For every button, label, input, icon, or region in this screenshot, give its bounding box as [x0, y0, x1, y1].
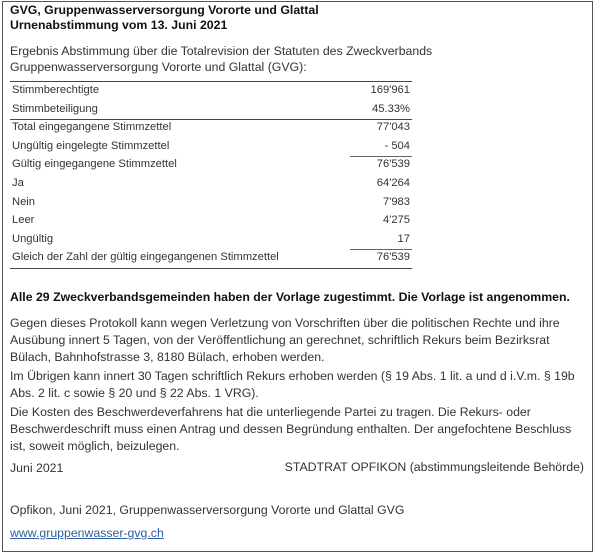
row-value: 17 — [397, 232, 410, 245]
table-row — [10, 81, 412, 100]
table-row — [10, 155, 412, 174]
result-statement: Alle 29 Zweckverbandsgemeinden haben der Vorlage zugestimmt. Die Vorlage ist angenommen. — [10, 290, 570, 304]
row-value: 77'043 — [376, 121, 410, 134]
costs-paragraph: Die Kosten des Beschwerdeverfahrens hat die unterliegende Partei zu tragen. Die Rekurs- oder Beschwerdeschrift muss einen Antrag und dessen Begründung enthalten. Der angefochtene Beschluss ist, soweit möglich, beizulegen. — [10, 405, 572, 453]
row-value: 76'539 — [376, 158, 410, 171]
table-row — [10, 230, 412, 249]
row-value: 45.33% — [372, 102, 410, 115]
row-label: Stimmberechtigte — [12, 84, 100, 96]
row-value: 4'275 — [382, 214, 410, 227]
row-value: - 504 — [384, 139, 410, 152]
row-value: 7'983 — [382, 195, 410, 208]
document-subtitle: Urnenabstimmung vom 13. Juni 2021 — [10, 18, 228, 32]
table-row — [10, 193, 412, 212]
row-label: Leer — [12, 214, 35, 227]
table-bottom-rule — [10, 268, 412, 269]
signature-authority: STADTRAT OPFIKON (abstimmungsleitende Behörde) — [284, 460, 584, 474]
row-label: Gleich der Zahl der gültig eingegangenen Stimmzettel — [12, 251, 279, 264]
row-label: Ungültig — [12, 232, 54, 245]
results-table — [10, 81, 412, 267]
signature-date: Juni 2021 — [10, 461, 64, 475]
appeal-paragraph-2: Im Übrigen kann innert 30 Tagen schriftlich Rekurs erhoben werden (§ 19 Abs. 1 lit. a und d i.V.m. § 19b Abs. 2 lit. c sowie § 20 und § 22 Abs. 1 VRG). — [10, 369, 575, 400]
footer-text: Opfikon, Juni 2021, Gruppenwasserversorgung Vororte und Glattal GVG — [10, 503, 405, 517]
document-title: GVG, Gruppenwasserversorgung Vororte und Glattal — [10, 3, 319, 17]
row-value: 64'264 — [376, 176, 410, 189]
row-value: 169'961 — [370, 84, 410, 96]
table-row — [10, 137, 412, 156]
website-link[interactable]: www.gruppenwasser-gvg.ch — [10, 526, 164, 540]
appeal-paragraph: Gegen dieses Protokoll kann wegen Verletzung von Vorschriften über die politischen Rechte und ihre Ausübung innert 5 Tagen, von der Veröffentlichung an gerechnet, schriftlich Rekurs beim Bezirksrat Bülach, Bahnhofstrasse 3, 8180 Bülach, erhoben werden. — [10, 316, 560, 364]
row-label: Gültig eingegangene Stimmzettel — [12, 158, 177, 171]
row-label: Ja — [12, 176, 24, 189]
row-value: 76'539 — [376, 251, 410, 264]
table-row — [10, 118, 412, 137]
table-row — [10, 211, 412, 230]
row-label: Ungültig eingelegte Stimmzettel — [12, 139, 170, 152]
intro-text: Ergebnis Abstimmung über die Totalrevision der Statuten des Zweckverbands Gruppenwasserversorgung Vororte und Glattal (GVG): — [10, 44, 433, 74]
row-label: Total eingegangene Stimmzettel — [12, 121, 172, 134]
row-label: Stimmbeteiligung — [12, 102, 98, 115]
row-label: Nein — [12, 195, 36, 208]
table-row — [10, 248, 412, 267]
table-row — [10, 100, 412, 119]
table-row — [10, 174, 412, 193]
